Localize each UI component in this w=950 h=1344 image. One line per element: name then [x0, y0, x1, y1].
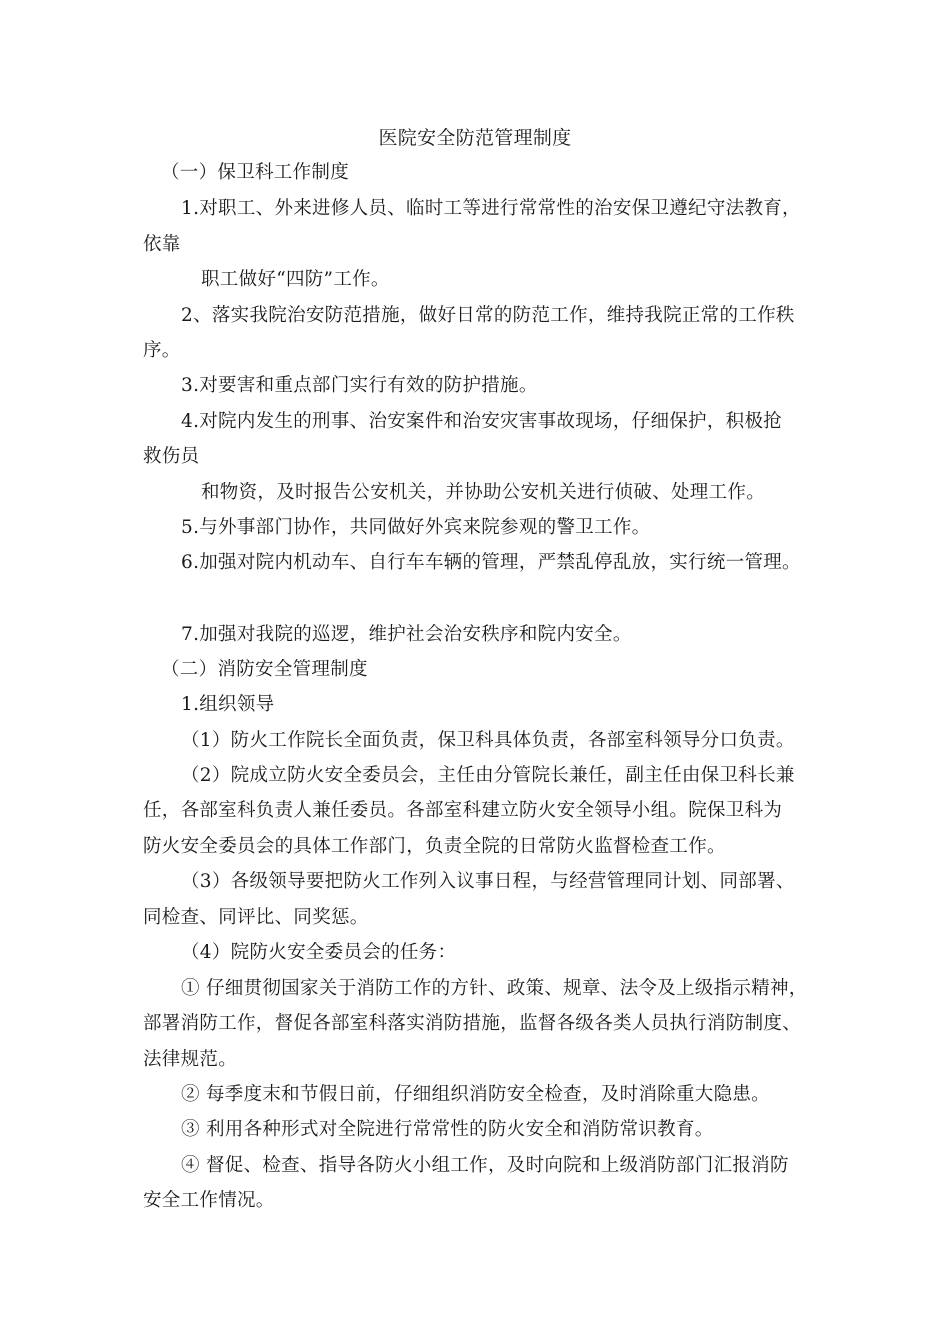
- paragraph-line: 4.对院内发生的刑事、治安案件和治安灾害事故现场，仔细保护，积极抢: [181, 411, 783, 432]
- paragraph-line: 部署消防工作，督促各部室科落实消防措施，监督各级各类人员执行消防制度、: [143, 1013, 802, 1034]
- paragraph-line: （2）院成立防火安全委员会，主任由分管院长兼任，副主任由保卫科长兼: [181, 765, 795, 786]
- paragraph-line: （4）院防火安全委员会的任务：: [181, 942, 457, 963]
- paragraph-line: ④ 督促、检查、指导各防火小组工作，及时向院和上级消防部门汇报消防: [181, 1155, 789, 1176]
- paragraph-line: 1.对职工、外来进修人员、临时工等进行常常性的治安保卫遵纪守法教育，: [181, 198, 801, 219]
- paragraph-line: 3.对要害和重点部门实行有效的防护措施。: [181, 375, 538, 396]
- paragraph-line: 安全工作情况。: [143, 1190, 275, 1211]
- paragraph-line: 依靠: [143, 234, 181, 255]
- paragraph-line: （1）防火工作院长全面负责，保卫科具体负责，各部室科领导分口负责。: [181, 730, 795, 751]
- paragraph-line: （3）各级领导要把防火工作列入议事日程，与经营管理同计划、同部署、: [181, 871, 795, 892]
- paragraph-line: ③ 利用各种形式对全院进行常常性的防火安全和消防常识教育。: [181, 1119, 714, 1140]
- paragraph-line: ② 每季度末和节假日前，仔细组织消防安全检查，及时消除重大隐患。: [181, 1084, 770, 1105]
- paragraph-line: ① 仔细贯彻国家关于消防工作的方针、政策、规章、法令及上级指示精神，: [181, 978, 808, 999]
- paragraph-line: 2、落实我院治安防范措施，做好日常的防范工作，维持我院正常的工作秩: [181, 305, 795, 326]
- paragraph-line: 同检查、同评比、同奖惩。: [143, 907, 369, 928]
- section-heading: （一）保卫科工作制度: [161, 162, 350, 183]
- paragraph-line: 任，各部室科负责人兼任委员。各部室科建立防火安全领导小组。院保卫科为: [143, 800, 783, 821]
- paragraph-line: 序。: [143, 340, 181, 361]
- paragraph-line: 5.与外事部门协作，共同做好外宾来院参观的警卫工作。: [181, 517, 651, 538]
- paragraph-line: 6.加强对院内机动车、自行车车辆的管理，严禁乱停乱放，实行统一管理。: [181, 552, 801, 573]
- paragraph-line: 职工做好“四防”工作。: [201, 269, 390, 290]
- paragraph-line: 7.加强对我院的巡逻，维护社会治安秩序和院内安全。: [181, 624, 632, 645]
- paragraph-line: 1.组织领导: [181, 694, 275, 715]
- paragraph-line: 防火安全委员会的具体工作部门，负责全院的日常防火监督检查工作。: [143, 836, 726, 857]
- paragraph-line: 和物资，及时报告公安机关，并协助公安机关进行侦破、处理工作。: [201, 482, 766, 503]
- paragraph-line: 法律规范。: [143, 1049, 238, 1070]
- section-heading: （二）消防安全管理制度: [161, 659, 368, 680]
- paragraph-line: 救伤员: [143, 446, 200, 467]
- document-title: 医院安全防范管理制度: [378, 127, 572, 149]
